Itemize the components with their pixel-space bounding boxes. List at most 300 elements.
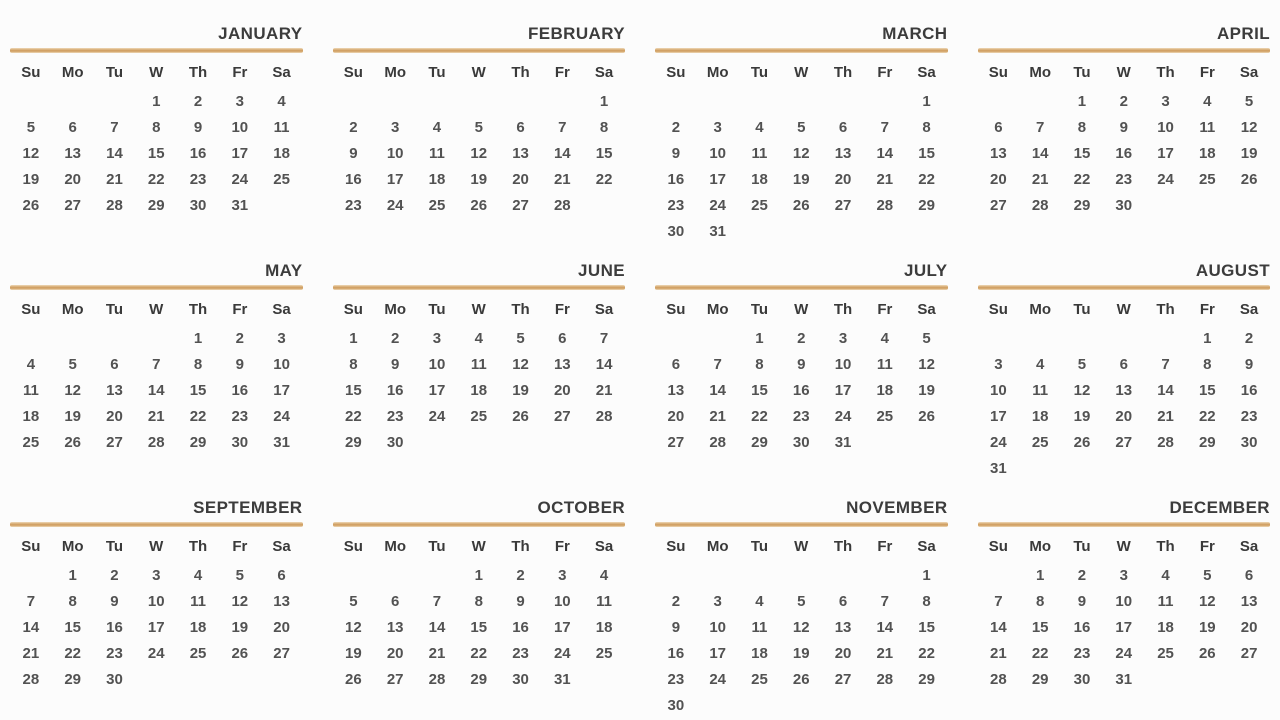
date-cell: 30 [1115, 197, 1133, 214]
weekday-label: Tu [428, 301, 446, 318]
weekday-label: Th [188, 64, 208, 81]
date-cell: 12 [792, 619, 810, 636]
date-cell: 13 [553, 356, 571, 373]
date-cell: 15 [1198, 382, 1216, 399]
weekday-label: Su [343, 538, 363, 555]
date-cell: 8 [599, 119, 609, 136]
date-cell: 1 [1036, 567, 1045, 584]
weekday-label: Fr [554, 538, 570, 555]
date-cell: 25 [189, 645, 207, 662]
date-cell: 22 [1073, 171, 1091, 188]
date-cell: 27 [273, 645, 290, 662]
date-cell: 20 [834, 171, 852, 188]
date-cell-empty [10, 563, 52, 589]
date-cell: 29 [345, 434, 362, 451]
date-cell: 5 [26, 119, 36, 136]
date-cell-empty [1186, 456, 1228, 482]
weekday-label: Sa [1239, 64, 1259, 81]
weekday-label: Tu [428, 538, 446, 555]
date-cell-empty [583, 667, 625, 693]
date-cell: 7 [432, 593, 442, 610]
date-cell-empty [1103, 326, 1145, 352]
month-october [333, 498, 626, 693]
weekday-label: Su [666, 64, 686, 81]
date-cell: 4 [755, 119, 764, 136]
weekday-label: Mo [706, 538, 729, 555]
date-cell: 5 [1077, 356, 1087, 373]
weekday-label: Su [21, 538, 41, 555]
date-cell: 10 [273, 356, 290, 373]
date-cell: 17 [553, 619, 571, 636]
date-cell-empty [697, 693, 739, 719]
date-cell-empty [739, 219, 781, 245]
date-cell: 23 [1115, 171, 1133, 188]
date-cell: 21 [428, 645, 446, 662]
date-cell: 19 [918, 382, 935, 399]
date-cell: 16 [231, 382, 249, 399]
weekday-label: Sa [272, 301, 291, 318]
date-cell: 15 [147, 145, 165, 162]
date-cell: 6 [1119, 356, 1128, 373]
date-cell-empty [583, 193, 625, 219]
date-cell: 10 [834, 356, 852, 373]
weekday-label: W [471, 64, 486, 81]
date-cell: 2 [1244, 330, 1254, 347]
date-cell: 7 [152, 356, 161, 373]
date-cell: 30 [1073, 671, 1091, 688]
date-cell-empty [697, 326, 739, 352]
weekday-header-row [333, 539, 626, 555]
date-cell: 22 [918, 171, 935, 188]
date-cell: 16 [1240, 382, 1258, 399]
weekday-label: Mo [61, 538, 84, 555]
date-cell: 11 [751, 145, 768, 162]
weekday-label: Su [343, 64, 363, 81]
date-cell: 21 [595, 382, 613, 399]
date-cell: 18 [273, 145, 290, 162]
date-cell-empty [822, 219, 864, 245]
date-cell: 10 [990, 382, 1007, 399]
date-cell: 1 [922, 93, 931, 110]
date-cell: 16 [106, 619, 123, 636]
date-cell: 15 [918, 145, 935, 162]
date-cell: 6 [994, 119, 1003, 136]
weekday-label: Sa [272, 64, 291, 81]
date-cell: 17 [1115, 619, 1133, 636]
date-cell-empty [780, 89, 822, 115]
date-cell: 19 [1073, 408, 1091, 425]
weekday-label: W [1116, 301, 1131, 318]
date-cell: 31 [709, 223, 727, 240]
date-cell: 10 [428, 356, 446, 373]
date-cell: 10 [1115, 593, 1133, 610]
date-cell: 21 [147, 408, 165, 425]
date-cell: 20 [386, 645, 404, 662]
month-title: DECEMBER [1169, 498, 1270, 517]
date-cell: 26 [64, 434, 82, 451]
date-cell-empty [500, 89, 542, 115]
date-cell: 7 [880, 593, 889, 610]
date-cell: 19 [231, 619, 249, 636]
weekday-label: W [794, 64, 809, 81]
date-cell: 8 [922, 119, 931, 136]
weekday-header-row [333, 302, 626, 318]
weekday-label: Tu [750, 64, 769, 81]
month-title: SEPTEMBER [193, 498, 303, 517]
date-cell: 1 [152, 93, 161, 110]
date-cell: 8 [755, 356, 764, 373]
month-title: APRIL [1217, 24, 1270, 43]
weekday-header-row [978, 302, 1271, 318]
weekday-label: Mo [384, 64, 406, 81]
date-cell: 11 [190, 593, 206, 610]
date-cell: 19 [1240, 145, 1258, 162]
date-cell: 12 [512, 356, 529, 373]
weekday-label: W [471, 538, 486, 555]
date-cell: 2 [193, 93, 203, 110]
date-cell: 24 [273, 408, 290, 425]
date-cell-empty [94, 89, 136, 115]
weekday-header-row [978, 65, 1271, 81]
date-cell-empty [1186, 193, 1228, 219]
date-cell: 25 [470, 408, 488, 425]
date-cell: 4 [880, 330, 889, 347]
weekday-label: W [149, 301, 164, 318]
date-cell: 6 [1244, 567, 1254, 584]
date-cell: 19 [64, 408, 82, 425]
weekday-label: Fr [877, 538, 893, 555]
weekday-label: Sa [594, 301, 614, 318]
weekday-label: Th [1156, 64, 1175, 81]
date-cell: 7 [994, 593, 1003, 610]
date-cell: 8 [922, 593, 931, 610]
date-cell: 28 [147, 434, 165, 451]
weekday-header-row [10, 539, 303, 555]
date-cell: 6 [391, 593, 400, 610]
date-cell: 31 [231, 197, 249, 214]
date-cell: 30 [667, 697, 685, 714]
date-cell: 19 [345, 645, 362, 662]
weekday-header-row [655, 302, 948, 318]
date-cell: 15 [470, 619, 488, 636]
date-cell: 14 [876, 145, 894, 162]
date-cell: 15 [64, 619, 82, 636]
date-cell: 3 [558, 567, 567, 584]
date-cell: 28 [22, 671, 40, 688]
date-cell: 19 [512, 382, 529, 399]
weekday-label: Mo [1029, 301, 1051, 318]
date-cell: 9 [235, 356, 244, 373]
date-cell: 1 [922, 567, 931, 584]
date-cell: 16 [1115, 145, 1133, 162]
date-cell: 9 [671, 145, 681, 162]
weekday-label: Su [666, 538, 686, 555]
date-cell: 15 [918, 619, 935, 636]
date-cell: 1 [193, 330, 203, 347]
date-cell: 24 [147, 645, 165, 662]
weekday-label: Th [511, 301, 530, 318]
date-cell: 31 [990, 460, 1007, 477]
date-cell-empty [780, 693, 822, 719]
date-cell-empty [541, 89, 583, 115]
month-december [978, 498, 1271, 693]
date-cell-empty [655, 326, 697, 352]
weekday-label: Tu [105, 301, 124, 318]
date-cell: 24 [553, 645, 571, 662]
date-cell: 11 [429, 145, 445, 162]
month-april [978, 24, 1271, 219]
date-cell-empty [864, 430, 906, 456]
date-cell: 16 [667, 645, 685, 662]
date-cell: 26 [792, 197, 810, 214]
date-cell: 9 [1077, 593, 1087, 610]
weekday-label: Fr [232, 64, 248, 81]
month-title-rule [10, 522, 303, 527]
date-cell: 8 [1036, 593, 1045, 610]
date-cell: 9 [1244, 356, 1254, 373]
month-february [333, 24, 626, 219]
date-cell: 6 [110, 356, 119, 373]
date-cell: 28 [1031, 197, 1049, 214]
date-cell: 23 [667, 197, 685, 214]
weekday-label: Sa [917, 64, 936, 81]
date-cell-empty [655, 89, 697, 115]
date-cell-empty [822, 89, 864, 115]
date-cell: 15 [1073, 145, 1091, 162]
date-cell: 2 [797, 330, 806, 347]
date-cell-empty [864, 89, 906, 115]
date-cell: 29 [918, 671, 935, 688]
date-cell: 26 [918, 408, 935, 425]
date-cell: 20 [273, 619, 290, 636]
weekday-label: Su [666, 301, 686, 318]
weekday-label: Fr [232, 301, 248, 318]
date-cell: 17 [709, 645, 727, 662]
weekday-label: Su [21, 64, 41, 81]
date-cell: 28 [553, 197, 571, 214]
date-cell: 23 [106, 645, 123, 662]
date-cell: 14 [106, 145, 123, 162]
date-cell: 3 [838, 330, 848, 347]
weekday-label: Mo [1029, 538, 1051, 555]
weekday-label: W [1116, 64, 1131, 81]
date-cell-empty [978, 89, 1020, 115]
date-cell: 4 [599, 567, 609, 584]
date-cell: 5 [349, 593, 358, 610]
date-cell: 20 [667, 408, 685, 425]
date-cell: 25 [876, 408, 894, 425]
weekday-label: Mo [706, 301, 729, 318]
date-cell-empty [697, 89, 739, 115]
date-cell: 26 [792, 671, 810, 688]
date-cell: 3 [277, 330, 286, 347]
date-grid [10, 89, 303, 219]
date-cell: 8 [1077, 119, 1087, 136]
date-cell-empty [1019, 89, 1061, 115]
weekday-label: Th [1156, 538, 1175, 555]
date-cell: 9 [193, 119, 203, 136]
weekday-label: Th [833, 538, 853, 555]
date-cell-empty [864, 219, 906, 245]
date-cell: 22 [470, 645, 488, 662]
month-title-rule [655, 522, 948, 527]
date-cell: 1 [599, 93, 609, 110]
date-cell: 5 [797, 119, 806, 136]
date-cell: 27 [990, 197, 1007, 214]
date-cell: 28 [990, 671, 1007, 688]
date-cell: 23 [386, 408, 404, 425]
weekday-header-row [655, 539, 948, 555]
weekday-header-row [655, 65, 948, 81]
weekday-label: Fr [232, 538, 248, 555]
date-cell: 18 [22, 408, 40, 425]
date-cell: 4 [1161, 567, 1170, 584]
date-cell: 4 [277, 93, 286, 110]
date-cell: 20 [106, 408, 123, 425]
weekday-label: Th [511, 538, 530, 555]
month-title-rule [333, 285, 626, 290]
date-cell: 9 [349, 145, 358, 162]
date-cell: 27 [834, 671, 852, 688]
date-cell: 3 [1119, 567, 1128, 584]
date-cell-empty [219, 667, 261, 693]
date-cell: 27 [834, 197, 852, 214]
date-cell: 5 [797, 593, 806, 610]
date-cell: 7 [558, 119, 567, 136]
date-cell: 31 [273, 434, 290, 451]
date-cell: 11 [596, 593, 613, 610]
date-cell-empty [822, 693, 864, 719]
date-cell-empty [1103, 456, 1145, 482]
date-cell: 22 [1198, 408, 1216, 425]
date-cell: 9 [1119, 119, 1128, 136]
date-cell: 29 [64, 671, 82, 688]
date-cell: 30 [512, 671, 529, 688]
date-grid [978, 326, 1271, 482]
date-cell: 4 [432, 119, 442, 136]
date-cell: 15 [189, 382, 207, 399]
date-cell: 20 [64, 171, 82, 188]
date-cell: 15 [1031, 619, 1049, 636]
weekday-label: Sa [917, 538, 936, 555]
date-cell-empty [822, 563, 864, 589]
date-cell: 6 [838, 119, 848, 136]
date-cell: 11 [273, 119, 290, 136]
date-cell: 13 [1240, 593, 1258, 610]
date-cell: 8 [68, 593, 77, 610]
date-cell: 24 [428, 408, 446, 425]
date-cell: 22 [918, 645, 935, 662]
weekday-label: Sa [594, 538, 614, 555]
date-grid [655, 326, 948, 456]
month-title-rule [655, 48, 948, 53]
date-cell: 21 [876, 171, 894, 188]
date-cell: 14 [990, 619, 1007, 636]
date-cell-empty [906, 219, 948, 245]
date-cell: 3 [432, 330, 442, 347]
date-cell: 27 [1240, 645, 1258, 662]
date-cell-empty [135, 667, 177, 693]
month-july [655, 261, 948, 456]
date-cell: 8 [474, 593, 483, 610]
date-cell: 25 [1198, 171, 1216, 188]
date-cell: 26 [1240, 171, 1258, 188]
month-title-rule [978, 522, 1271, 527]
date-cell: 24 [386, 197, 404, 214]
date-cell: 19 [470, 171, 488, 188]
date-cell: 11 [470, 356, 487, 373]
date-cell: 31 [1115, 671, 1133, 688]
date-cell: 12 [64, 382, 82, 399]
date-cell-empty [739, 89, 781, 115]
date-cell: 20 [512, 171, 529, 188]
date-cell: 27 [106, 434, 123, 451]
date-cell: 18 [751, 171, 768, 188]
date-cell-empty [458, 89, 500, 115]
date-cell-empty [1228, 193, 1270, 219]
date-cell: 23 [345, 197, 362, 214]
date-cell: 26 [470, 197, 488, 214]
date-cell: 19 [792, 645, 810, 662]
date-cell: 13 [667, 382, 685, 399]
date-cell-empty [52, 89, 94, 115]
date-cell-empty [1019, 456, 1061, 482]
date-cell: 30 [189, 197, 207, 214]
weekday-label: W [471, 301, 486, 318]
date-cell: 17 [428, 382, 446, 399]
date-cell: 26 [1198, 645, 1216, 662]
weekday-label: Mo [706, 64, 729, 81]
date-cell: 29 [751, 434, 768, 451]
weekday-label: Fr [554, 301, 570, 318]
weekday-label: Th [833, 64, 853, 81]
date-cell: 2 [671, 593, 681, 610]
weekday-label: Th [188, 538, 208, 555]
date-cell: 21 [1031, 171, 1049, 188]
date-cell: 13 [273, 593, 290, 610]
date-cell: 28 [428, 671, 446, 688]
date-cell: 21 [709, 408, 727, 425]
date-cell-empty [333, 89, 375, 115]
date-cell: 30 [667, 223, 685, 240]
date-cell: 9 [516, 593, 525, 610]
date-grid [333, 89, 626, 219]
date-cell: 2 [235, 330, 244, 347]
date-cell: 22 [345, 408, 362, 425]
date-cell: 8 [193, 356, 203, 373]
date-cell: 30 [1240, 434, 1258, 451]
date-cell-empty [1145, 193, 1187, 219]
date-cell: 20 [1115, 408, 1133, 425]
date-cell-empty [541, 430, 583, 456]
date-cell: 16 [386, 382, 404, 399]
date-cell: 2 [671, 119, 681, 136]
date-cell: 27 [512, 197, 529, 214]
date-cell-empty [780, 563, 822, 589]
weekday-header-row [333, 65, 626, 81]
date-cell: 8 [152, 119, 161, 136]
date-cell: 1 [349, 330, 358, 347]
date-cell: 22 [64, 645, 82, 662]
date-cell-empty [10, 89, 52, 115]
date-cell-empty [906, 430, 948, 456]
date-cell: 26 [22, 197, 40, 214]
date-cell: 5 [1203, 567, 1212, 584]
weekday-label: Sa [917, 301, 936, 318]
date-cell: 2 [110, 567, 119, 584]
date-cell: 14 [1031, 145, 1049, 162]
date-cell: 22 [189, 408, 207, 425]
